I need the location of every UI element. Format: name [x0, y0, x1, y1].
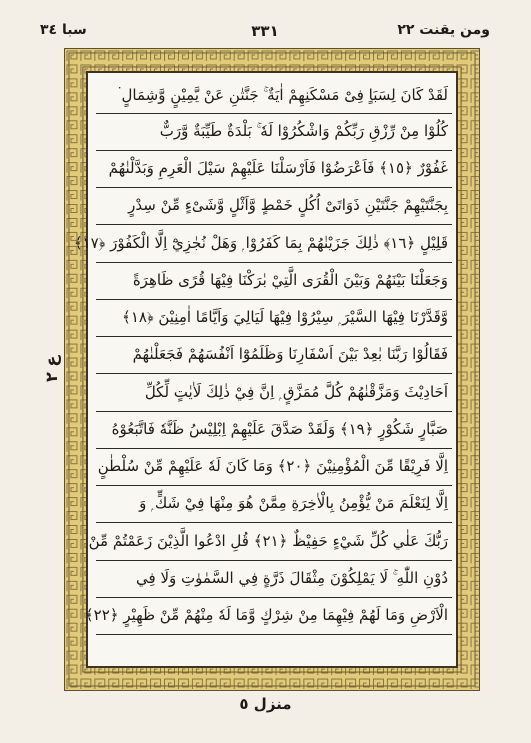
line-rule [96, 448, 452, 449]
verse-text: دُوْنِ اللّٰهِ ۚ لَا يَمْلِكُوْنَ مِثْقَالَ ذَرَّةٍ فِي السَّمٰوٰتِ وَلَا فِي [136, 568, 448, 587]
text-line [88, 115, 456, 148]
ruku-marker: ع ٢ [42, 355, 61, 382]
verse-text: كُلُوْا مِنْ رِّزْقِ رَبِّكُمْ وَاشْكُرُوْا لَهٗ ۚ بَلْدَةٌ طَيِّبَةٌ وَّرَبٌّ [159, 121, 448, 140]
line-rule [96, 336, 452, 337]
text-line [88, 79, 456, 112]
text-line [88, 487, 456, 520]
verse-text: فَقَالُوْا رَبَّنَا بٰعِدْ بَيْنَ اَسْفَارِنَا وَظَلَمُوْٓا اَنْفُسَهُمْ فَجَعَلْنٰهُمْ [132, 344, 448, 363]
text-line [88, 301, 456, 334]
text-line [88, 338, 456, 371]
text-line [84, 599, 456, 632]
verse-text: اِلَّا فَرِيْقًا مِّنَ الْمُؤْمِنِيْنَ ﴿٢٠﴾ وَمَا كَانَ لَهٗ عَلَيْهِمْ مِّنْ سُلْطٰنٍ [97, 456, 448, 475]
verse-text: اَحَادِيْثَ وَمَزَّقْنٰهُمْ كُلَّ مُمَزَّقٍ ۭ اِنَّ فِيْ ذٰلِكَ لَاٰيٰتٍ لِّكُلِّ [144, 382, 448, 401]
verse-text: وَّقَدَّرْنَا فِيْهَا السَّيْرَ ۭ سِيْرُوْا فِيْهَا لَيَالِيَ وَاَيَّامًا اٰمِنِيْنَ ﴿١٨﴾ [122, 307, 448, 326]
juz-title: ومن يقنت ٢٢ [397, 22, 490, 38]
manzil-label: منزل ٥ [239, 695, 292, 713]
text-line [88, 376, 456, 409]
verse-text: الْاَرْضِ وَمَا لَهُمْ فِيْهِمَا مِنْ شِرْكٍ وَّمَا لَهٗ مِنْهُمْ مِّنْ ظَهِيْرٍ ﴿٢٢﴾ [84, 605, 448, 624]
line-rule [96, 560, 452, 561]
text-line [88, 413, 456, 446]
line-rule [96, 485, 452, 486]
verse-text: وَجَعَلْنَا بَيْنَهُمْ وَبَيْنَ الْقُرَى الَّتِيْ بٰرَكْنَا فِيْهَا قُرًى ظَاهِرَةً [132, 270, 448, 289]
page-footer [0, 695, 531, 713]
text-line [88, 525, 456, 558]
line-rule [96, 262, 452, 263]
line-rule [96, 187, 452, 188]
verse-text: صَبَّارٍ شَكُوْرٍ ﴿١٩﴾ وَلَقَدْ صَدَّقَ عَلَيْهِمْ اِبْلِيْسُ ظَنَّهٗ فَاتَّبَعُوْهُ [111, 419, 448, 438]
verse-text: اِلَّا لِنَعْلَمَ مَنْ يُّؤْمِنُ بِالْاٰخِرَةِ مِمَّنْ هُوَ مِنْهَا فِيْ شَكٍّ ۭ وَ [139, 493, 448, 512]
line-rule [96, 113, 452, 114]
text-line [88, 189, 456, 222]
verse-text: غَفُوْرٌ ﴿١٥﴾ فَاَعْرَضُوْا فَاَرْسَلْنَا عَلَيْهِمْ سَيْلَ الْعَرِمِ وَبَدَّلْنٰهُمْ [108, 158, 448, 177]
text-line [88, 450, 456, 483]
line-rule [96, 634, 452, 635]
page-number: ٣٣١ [251, 22, 279, 40]
verse-text: رَبُّكَ عَلٰي كُلِّ شَيْءٍ حَفِيْظٌ ﴿٢١﴾ قُلِ ادْعُوا الَّذِيْنَ زَعَمْتُمْ مِّنْ [88, 531, 448, 550]
line-rule [96, 522, 452, 523]
line-rule [96, 373, 452, 374]
line-rule [96, 224, 452, 225]
page-header [40, 22, 490, 46]
text-line [73, 227, 456, 260]
text-line [88, 562, 456, 595]
decorative-border-frame [64, 48, 480, 691]
line-rule [96, 597, 452, 598]
text-line [88, 152, 456, 185]
line-rule [96, 299, 452, 300]
text-line [88, 264, 456, 297]
verse-text: بِجَنَّتَيْهِمْ جَنَّتَيْنِ ذَوَاتَىْ اُكُلٍ خَمْطٍ وَّاَثْلٍ وَّشَىْءٍ مِّنْ سِدْرٍ [128, 195, 448, 214]
surah-title: سبا ٣٤ [40, 22, 87, 38]
line-rule [96, 411, 452, 412]
verse-text: لَقَدْ كَانَ لِسَبَاٍ فِىْ مَسْكَنِهِمْ اٰيَةٌ ۚ جَنَّتٰنِ عَنْ يَّمِيْنٍ وَّشِمَالٍ ۬ [117, 85, 448, 104]
verse-text: قَلِيْلٍ ﴿١٦﴾ ذٰلِكَ جَزَيْنٰهُمْ بِمَا كَفَرُوْا ۭ وَهَلْ نُجٰزِيْٓ اِلَّا الْكَفُوْرَ ﴿١٧﴾ [73, 233, 448, 252]
line-rule [96, 150, 452, 151]
text-panel [73, 71, 458, 668]
